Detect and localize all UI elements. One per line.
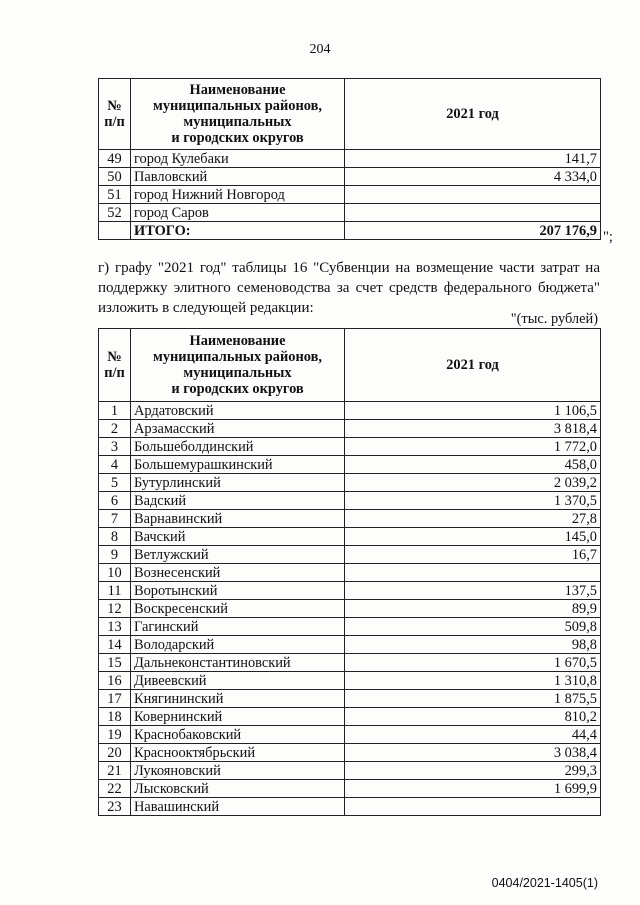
units-note: "(тыс. рублей) [510, 311, 598, 327]
row-amount: 89,9 [345, 600, 601, 618]
row-amount [345, 798, 601, 816]
row-number: 9 [99, 546, 131, 564]
row-amount: 1 699,9 [345, 780, 601, 798]
closing-quote: "; [603, 229, 613, 245]
column-header-year: 2021 год [345, 79, 601, 150]
total-number-cell [99, 222, 131, 240]
total-label: ИТОГО: [131, 222, 345, 240]
table-row [99, 672, 601, 690]
row-amount: 1 370,5 [345, 492, 601, 510]
row-municipality: Павловский [131, 168, 345, 186]
elite-seed-subsidy-table [98, 328, 601, 816]
row-amount: 509,8 [345, 618, 601, 636]
row-amount: 810,2 [345, 708, 601, 726]
row-municipality: Навашинский [131, 798, 345, 816]
row-municipality: Большеболдинский [131, 438, 345, 456]
row-municipality: Вачский [131, 528, 345, 546]
row-number: 10 [99, 564, 131, 582]
table-row [99, 186, 601, 204]
row-number: 7 [99, 510, 131, 528]
table-row [99, 762, 601, 780]
table-row [99, 582, 601, 600]
row-number: 4 [99, 456, 131, 474]
table-row [99, 708, 601, 726]
table-row [99, 168, 601, 186]
table-row [99, 204, 601, 222]
row-number: 50 [99, 168, 131, 186]
row-number: 19 [99, 726, 131, 744]
table-row [99, 546, 601, 564]
column-header-number: № п/п [99, 79, 131, 150]
row-number: 49 [99, 150, 131, 168]
row-amount: 1 875,5 [345, 690, 601, 708]
row-municipality: город Нижний Новгород [131, 186, 345, 204]
amendment-paragraph: г) графу "2021 год" таблицы 16 "Субвенции на возмещение части затрат на поддержку элитного семеноводства за счет средств федерального бюджета" изложить в следующей редакции: [98, 260, 600, 316]
row-amount: 3 038,4 [345, 744, 601, 762]
table-row [99, 510, 601, 528]
row-number: 3 [99, 438, 131, 456]
row-number: 5 [99, 474, 131, 492]
row-amount: 141,7 [345, 150, 601, 168]
row-number: 21 [99, 762, 131, 780]
row-number: 6 [99, 492, 131, 510]
row-municipality: Арзамасский [131, 420, 345, 438]
row-number: 51 [99, 186, 131, 204]
row-municipality: Лысковский [131, 780, 345, 798]
row-municipality: Ветлужский [131, 546, 345, 564]
row-amount: 1 106,5 [345, 402, 601, 420]
row-number: 18 [99, 708, 131, 726]
row-municipality: Вадский [131, 492, 345, 510]
row-number: 52 [99, 204, 131, 222]
row-municipality: Володарский [131, 636, 345, 654]
total-amount: 207 176,9 [345, 222, 601, 240]
row-municipality: город Кулебаки [131, 150, 345, 168]
row-municipality: Ардатовский [131, 402, 345, 420]
row-municipality: Лукояновский [131, 762, 345, 780]
row-amount: 98,8 [345, 636, 601, 654]
row-municipality: Воротынский [131, 582, 345, 600]
table-row [99, 402, 601, 420]
table-row [99, 438, 601, 456]
row-municipality: Варнавинский [131, 510, 345, 528]
row-municipality: город Саров [131, 204, 345, 222]
row-amount: 4 334,0 [345, 168, 601, 186]
table-row [99, 528, 601, 546]
row-municipality: Большемурашкинский [131, 456, 345, 474]
column-header-year: 2021 год [345, 329, 601, 402]
table-row [99, 564, 601, 582]
row-number: 13 [99, 618, 131, 636]
table-row [99, 150, 601, 168]
row-amount: 458,0 [345, 456, 601, 474]
table-row [99, 618, 601, 636]
row-amount: 44,4 [345, 726, 601, 744]
row-municipality: Дивеевский [131, 672, 345, 690]
row-municipality: Воскресенский [131, 600, 345, 618]
column-header-municipality: Наименование муниципальных районов, муниципальных и городских округов [131, 329, 345, 402]
table-row [99, 420, 601, 438]
row-municipality: Княгининский [131, 690, 345, 708]
row-amount: 1 772,0 [345, 438, 601, 456]
row-amount: 27,8 [345, 510, 601, 528]
row-amount: 299,3 [345, 762, 601, 780]
total-row [99, 222, 601, 240]
table-row [99, 744, 601, 762]
row-number: 15 [99, 654, 131, 672]
row-number: 2 [99, 420, 131, 438]
page-number: 204 [309, 42, 331, 57]
table-row [99, 798, 601, 816]
row-municipality: Дальнеконстантиновский [131, 654, 345, 672]
row-municipality: Краснооктябрьский [131, 744, 345, 762]
row-municipality: Вознесенский [131, 564, 345, 582]
table-row [99, 636, 601, 654]
table-row [99, 654, 601, 672]
row-amount: 2 039,2 [345, 474, 601, 492]
row-amount: 1 670,5 [345, 654, 601, 672]
table-row [99, 780, 601, 798]
table-header-row [99, 79, 601, 150]
row-amount: 16,7 [345, 546, 601, 564]
row-number: 22 [99, 780, 131, 798]
row-number: 17 [99, 690, 131, 708]
table-header-row [99, 329, 601, 402]
column-header-municipality: Наименование муниципальных районов, муниципальных и городских округов [131, 79, 345, 150]
table-row [99, 690, 601, 708]
row-number: 16 [99, 672, 131, 690]
table-body [99, 402, 601, 816]
row-number: 12 [99, 600, 131, 618]
row-amount [345, 564, 601, 582]
table-row [99, 456, 601, 474]
row-municipality: Краснобаковский [131, 726, 345, 744]
row-amount: 137,5 [345, 582, 601, 600]
row-number: 14 [99, 636, 131, 654]
row-amount: 145,0 [345, 528, 601, 546]
row-municipality: Гагинский [131, 618, 345, 636]
row-number: 23 [99, 798, 131, 816]
document-code: 0404/2021-1405(1) [491, 876, 598, 890]
row-amount [345, 186, 601, 204]
table-row [99, 726, 601, 744]
row-amount: 3 818,4 [345, 420, 601, 438]
row-amount [345, 204, 601, 222]
row-municipality: Бутурлинский [131, 474, 345, 492]
row-number: 8 [99, 528, 131, 546]
row-number: 11 [99, 582, 131, 600]
table-row [99, 492, 601, 510]
table-row [99, 600, 601, 618]
row-number: 1 [99, 402, 131, 420]
row-amount: 1 310,8 [345, 672, 601, 690]
row-municipality: Ковернинский [131, 708, 345, 726]
column-header-number: № п/п [99, 329, 131, 402]
row-number: 20 [99, 744, 131, 762]
subsidy-table-continuation [98, 78, 601, 240]
table-row [99, 474, 601, 492]
